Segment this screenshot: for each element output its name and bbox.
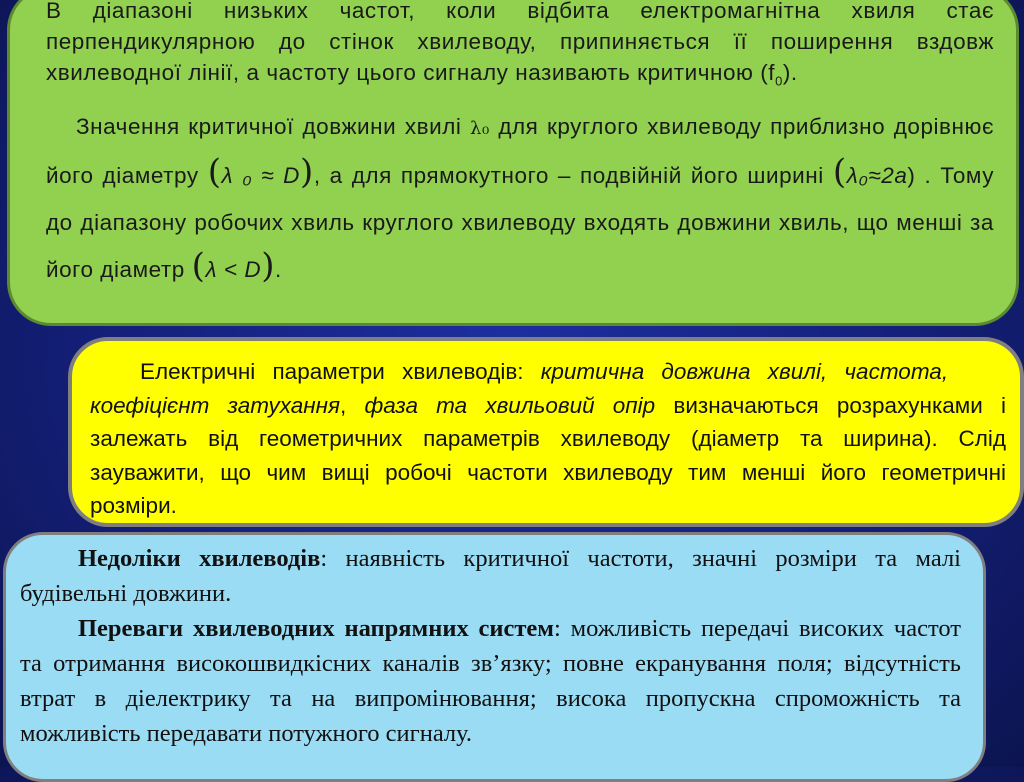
paragraph-critical-frequency	[46, 0, 994, 97]
paren-open: (	[207, 151, 222, 192]
paragraph-critical-wavelength	[46, 103, 994, 293]
disadvantages-heading: Недоліки хвилеводів	[78, 545, 321, 572]
formula-less-than-diameter: λ < D	[205, 256, 262, 282]
critical-frequency-text: В діапазоні низьких частот, коли відбита електромагнітна хвиля стає перпендикулярною до стінок хвилеводу, припиняється її поширення вздовж хвилеводної лінії, а частоту цього сигналу називають критичною (f	[46, 0, 994, 85]
paragraph-end: .	[275, 256, 282, 282]
pros-cons-panel	[3, 532, 986, 782]
parameters-italic-1: критична довжина хвилі, частота,	[540, 359, 949, 384]
paragraph-end: ).	[782, 60, 798, 85]
frequency-subscript: 0	[775, 73, 783, 89]
parameters-rest-text: визначаються розрахунками і залежать від геометричних параметрів хвилеводу (діаметр та ширина). Слід зауважити, що чим вищі робочі частоти хвилеводу тим менші його геометричні розміри.	[90, 392, 1006, 518]
formula-diameter: λ ₀ ≈ D	[221, 162, 300, 188]
parameters-italic-2: коефіцієнт затухання	[90, 392, 341, 418]
critical-wavelength-panel	[7, 0, 1019, 326]
advantages-text: : можливість передачі високих частот та отримання високошвидкісних каналів зв’язку; повне екранування поля; відсутність втрат в діелектрику та на випромінювання; висока пропускна спроможність та можливість передавати потужного сигналу.	[20, 615, 961, 747]
advantages-heading: Переваги хвилеводних напрямних систем	[78, 615, 554, 642]
working-range-text: . Тому до діапазону робочих хвиль круглого хвилеводу входять довжини хвиль, що менші за його діаметр	[46, 162, 994, 282]
disadvantages-text: : наявність критичної частоти, значні розміри та малі будівельні довжини.	[20, 545, 961, 607]
rectangular-waveguide-text: , а для прямокутного – подвійній його ширині	[313, 162, 824, 188]
paragraph-disadvantages	[20, 541, 961, 611]
parameters-italic-3: фаза та хвильовий опір	[364, 392, 656, 418]
circular-waveguide-text: для круглого хвилеводу приблизно дорівнює його діаметру	[46, 113, 994, 188]
paragraph-advantages	[20, 611, 961, 751]
electrical-parameters-panel	[68, 337, 1024, 527]
paragraph-electrical-parameters	[90, 355, 1006, 523]
comma: ,	[340, 392, 347, 418]
paren-open: (	[191, 245, 206, 286]
critical-wavelength-text: Значення критичної довжини хвилі	[76, 113, 462, 139]
parameters-lead-text: Електричні параметри хвилеводів:	[140, 359, 524, 384]
paren-close: )	[907, 162, 916, 188]
paren-close: )	[299, 151, 314, 192]
lambda-symbol: λ₀	[470, 117, 490, 139]
paren-open: (	[832, 151, 847, 192]
paren-close: )	[261, 245, 276, 286]
formula-width: λ₀≈2a	[846, 162, 908, 188]
